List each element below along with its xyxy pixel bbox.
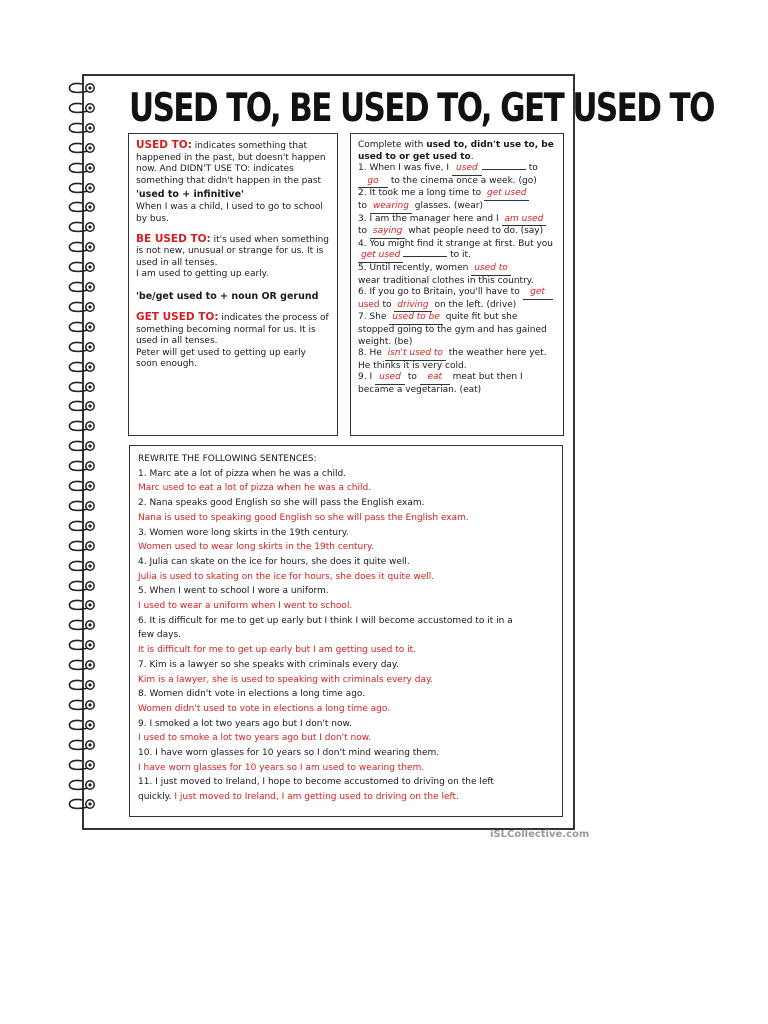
- spiral-ring-icon: [66, 558, 100, 572]
- rewrite-exercise-box: [129, 445, 563, 817]
- exercise-instructions: Complete with used to, didn't use to, be used to or get used to.: [358, 140, 554, 162]
- spiral-ring-icon: [66, 657, 100, 671]
- get-used-to-text: indicates the process of something becoming normal for us. It is used in all tenses.: [136, 312, 329, 347]
- be-get-rule: 'be/get used to + noun OR gerund: [136, 290, 319, 302]
- used-to-text: indicates something that happened in the past, but doesn't happen now. And DIDN'T USE TO: indicates something that didn't happen in the past: [136, 141, 326, 186]
- answer-blank[interactable]: go: [358, 176, 388, 189]
- be-used-to-text: it's used when something is not new, unusual or strange for us. It is used in all tenses.: [136, 234, 330, 268]
- rewrite-answer: Julia is used to skating on the ice for hours, she does it quite well.: [138, 571, 435, 582]
- grammar-explanation-box: [128, 133, 338, 436]
- rewrite-prompt: 8. Women didn't vote in elections a long time ago.: [138, 689, 366, 700]
- question-8: 8. He isn't used to the weather here yet. He thinks it is very cold.: [358, 348, 547, 371]
- answer-blank[interactable]: used to be: [389, 312, 443, 325]
- rewrite-heading: REWRITE THE FOLLOWING SENTENCES:: [138, 454, 317, 464]
- rewrite-prompt: 11. I just moved to Ireland, I hope to become accustomed to driving on the left: [138, 777, 494, 788]
- spiral-ring-icon: [66, 478, 100, 492]
- be-used-to-example: I am used to getting up early.: [136, 269, 269, 280]
- spiral-ring-icon: [66, 279, 100, 293]
- used-to-heading: USED TO:: [136, 139, 192, 151]
- spiral-ring-icon: [66, 677, 100, 691]
- rewrite-line-last: quickly. I just moved to Ireland, I am getting used to driving on the left.: [138, 792, 459, 803]
- rewrite-prompt: 9. I smoked a lot two years ago but I don't now.: [138, 718, 352, 729]
- spiral-ring-icon: [66, 458, 100, 472]
- question-7: 7. She used to be quite fit but she stopped going to the gym and has gained weight. (be): [358, 312, 547, 347]
- question-5: 5. Until recently, women used to wear traditional clothes in this country.: [358, 262, 534, 286]
- complete-exercise-box: [350, 133, 564, 436]
- spiral-ring-icon: [66, 299, 100, 313]
- answer-blank[interactable]: get: [523, 287, 553, 300]
- used-to-example: When I was a child, I used to go to school by bus.: [136, 202, 323, 224]
- answer-blank[interactable]: wearing: [370, 201, 412, 214]
- spiral-ring-icon: [66, 160, 100, 174]
- get-used-to-section: [136, 312, 330, 348]
- spiral-ring-icon: [66, 339, 100, 353]
- spiral-ring-icon: [66, 80, 100, 94]
- question-2: 2. It took me a long time to get used to wearing glasses. (wear): [358, 188, 556, 213]
- site-credit: iSLCollective.com: [490, 829, 590, 840]
- spiral-ring-icon: [66, 438, 100, 452]
- page-title: USED TO, BE USED TO, GET USED TO: [129, 86, 714, 131]
- rewrite-prompt: few days.: [138, 630, 182, 641]
- question-1: 1. When I was five, I used to go to the cinema once a week. (go): [358, 163, 556, 188]
- used-to-rule: 'used to + infinitive': [136, 189, 244, 201]
- spiral-ring-icon: [66, 637, 100, 651]
- spiral-ring-icon: [66, 777, 100, 791]
- rewrite-answer: It is difficult for me to get up early but I am getting used to it.: [138, 645, 417, 656]
- rewrite-prompt: 7. Kim is a lawyer so she speaks with criminals every day.: [138, 659, 399, 670]
- be-used-to-section: [136, 234, 330, 270]
- spiral-ring-icon: [66, 796, 100, 810]
- rewrite-answer: I used to wear a uniform when I went to school.: [138, 601, 353, 612]
- spiral-ring-icon: [66, 597, 100, 611]
- question-4: 4. You might find it strange at first. But you get used to it.: [358, 239, 556, 263]
- rewrite-prompt: 10. I have worn glasses for 10 years so I don't mind wearing them.: [138, 748, 440, 759]
- rewrite-answer: Women didn't used to vote in elections a long time ago.: [138, 703, 391, 714]
- be-used-to-heading: BE USED TO:: [136, 232, 211, 245]
- answer-blank[interactable]: get used: [484, 188, 529, 201]
- rewrite-answer: I have worn glasses for 10 years so I am used to wearing them.: [138, 762, 425, 773]
- spiral-ring-icon: [66, 319, 100, 333]
- rewrite-prompt: 2. Nana speaks good English so she will pass the English exam.: [138, 498, 425, 509]
- rewrite-answer: Kim is a lawyer, she is used to speaking with criminals every day.: [138, 674, 433, 685]
- spiral-ring-icon: [66, 100, 100, 114]
- spiral-ring-icon: [66, 717, 100, 731]
- answer-blank[interactable]: get used: [358, 250, 403, 263]
- answer-blank[interactable]: eat: [420, 372, 450, 385]
- spiral-ring-icon: [66, 140, 100, 154]
- spiral-ring-icon: [66, 219, 100, 233]
- spiral-ring-icon: [66, 518, 100, 532]
- answer-blank[interactable]: am used: [502, 214, 547, 227]
- spiral-ring-icon: [66, 498, 100, 512]
- question-6: 6. If you go to Britain, you'll have to get used to driving on the left. (drive): [358, 287, 556, 312]
- spiral-ring-icon: [66, 538, 100, 552]
- spiral-ring-icon: [66, 578, 100, 592]
- spiral-ring-icon: [66, 180, 100, 194]
- rewrite-answer: Women used to wear long skirts in the 19th century.: [138, 542, 374, 553]
- answer-blank[interactable]: used to: [471, 263, 511, 276]
- answer-blank[interactable]: saying: [370, 226, 405, 239]
- spiral-ring-icon: [66, 418, 100, 432]
- spiral-ring-icon: [66, 199, 100, 213]
- question-9: 9. I used to eat meat but then I became a vegetarian. (eat): [358, 372, 523, 395]
- spiral-ring-icon: [66, 737, 100, 751]
- spiral-ring-icon: [66, 757, 100, 771]
- question-3: 3. I am the manager here and I am used to saying what people need to do. (say): [358, 214, 556, 239]
- spiral-ring-icon: [66, 697, 100, 711]
- rewrite-prompt: 5. When I went to school I wore a uniform.: [138, 586, 329, 597]
- used-to-section: [136, 140, 330, 187]
- spiral-binding: [66, 80, 106, 820]
- spiral-ring-icon: [66, 239, 100, 253]
- spiral-ring-icon: [66, 359, 100, 373]
- spiral-ring-icon: [66, 398, 100, 412]
- rewrite-prompt: 3. Women wore long skirts in the 19th century.: [138, 527, 349, 538]
- spiral-ring-icon: [66, 379, 100, 393]
- rewrite-prompt: 6. It is difficult for me to get up early but I think I will become accustomed to it in a: [138, 615, 513, 626]
- spiral-ring-icon: [66, 259, 100, 273]
- answer-blank[interactable]: isn't used to: [385, 348, 446, 361]
- rewrite-lines: [138, 467, 554, 790]
- get-used-to-heading: GET USED TO:: [136, 310, 219, 323]
- answer-blank[interactable]: driving: [394, 300, 431, 313]
- rewrite-prompt: 1. Marc ate a lot of pizza when he was a child.: [138, 468, 347, 479]
- answer-blank[interactable]: used: [452, 163, 482, 176]
- rewrite-answer: Nana is used to speaking good English so she will pass the English exam.: [138, 512, 469, 523]
- get-used-to-example: Peter will get used to getting up early soon enough.: [136, 347, 306, 370]
- rewrite-answer: Marc used to eat a lot of pizza when he was a child.: [138, 483, 372, 494]
- rewrite-prompt: 4. Julia can skate on the ice for hours, she does it quite well.: [138, 556, 410, 567]
- answer-blank[interactable]: used: [375, 372, 405, 385]
- spiral-ring-icon: [66, 120, 100, 134]
- rewrite-answer: I used to smoke a lot two years ago but I don't now.: [138, 733, 372, 744]
- spiral-ring-icon: [66, 617, 100, 631]
